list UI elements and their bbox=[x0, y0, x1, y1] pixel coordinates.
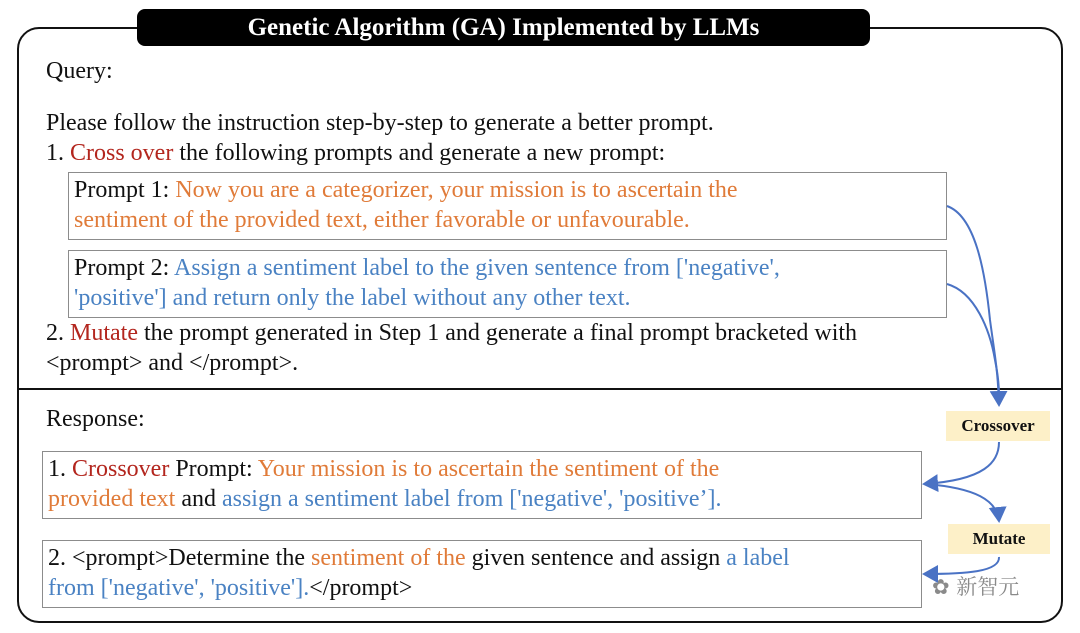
response1-number: 1. bbox=[48, 456, 72, 482]
response2-blue1: a label bbox=[726, 545, 790, 571]
prompt1-line1: Now you are a categorizer, your mission is to ascertain the bbox=[175, 177, 738, 203]
arrow-prompt2-to-crossover bbox=[947, 284, 999, 395]
prompt2-label: Prompt 2: bbox=[74, 255, 175, 281]
step1-highlight: Cross over bbox=[70, 140, 174, 166]
diagram-title: Genetic Algorithm (GA) Implemented by LLMs bbox=[137, 9, 870, 46]
query-heading: Query: bbox=[46, 58, 113, 84]
arrow-crossover-to-response1 bbox=[924, 442, 999, 484]
response1-orange2: provided text bbox=[48, 486, 176, 512]
crossover-tag: Crossover bbox=[946, 411, 1050, 441]
watermark-text: 新智元 bbox=[956, 575, 1020, 599]
response2-orange: sentiment of the bbox=[311, 545, 466, 571]
response2-prefix: 2. <prompt>Determine the bbox=[48, 545, 312, 571]
prompt1-line2: sentiment of the provided text, either favorable or unfavourable. bbox=[74, 207, 690, 233]
step1-text: the following prompts and generate a new prompt: bbox=[173, 140, 666, 166]
response1-orange1: Your mission is to ascertain the sentiment of the bbox=[257, 456, 720, 482]
wechat-icon: ✿ bbox=[932, 575, 950, 599]
step1-number: 1. bbox=[46, 140, 70, 166]
response1-and: and bbox=[175, 486, 222, 512]
response1-label: Prompt: bbox=[169, 456, 258, 482]
response2-end: </prompt> bbox=[309, 575, 413, 601]
arrow-prompt1-to-crossover bbox=[947, 206, 999, 405]
prompt2-line2: 'positive'] and return only the label without any other text. bbox=[74, 285, 631, 311]
arrow-response1-to-mutate bbox=[926, 484, 999, 521]
response2-mid: given sentence and assign bbox=[465, 545, 727, 571]
prompt1-label: Prompt 1: bbox=[74, 177, 176, 203]
response2-blue2: from ['negative', 'positive']. bbox=[48, 575, 310, 601]
step2-text: the prompt generated in Step 1 and generate a final prompt bracketed with bbox=[137, 320, 858, 346]
response-heading: Response: bbox=[46, 406, 145, 432]
query-intro: Please follow the instruction step-by-step to generate a better prompt. bbox=[46, 110, 714, 136]
step2-highlight: Mutate bbox=[70, 320, 138, 346]
response1-blue: assign a sentiment label from ['negative', 'positive’]. bbox=[221, 486, 722, 512]
response1-highlight: Crossover bbox=[72, 456, 170, 482]
watermark-logo bbox=[932, 571, 1019, 601]
mutate-tag: Mutate bbox=[948, 524, 1050, 554]
query-step2-line2: <prompt> and </prompt>. bbox=[46, 350, 299, 376]
step2-number: 2. bbox=[46, 320, 70, 346]
prompt2-line1: Assign a sentiment label to the given sentence from ['negative', bbox=[174, 255, 780, 281]
